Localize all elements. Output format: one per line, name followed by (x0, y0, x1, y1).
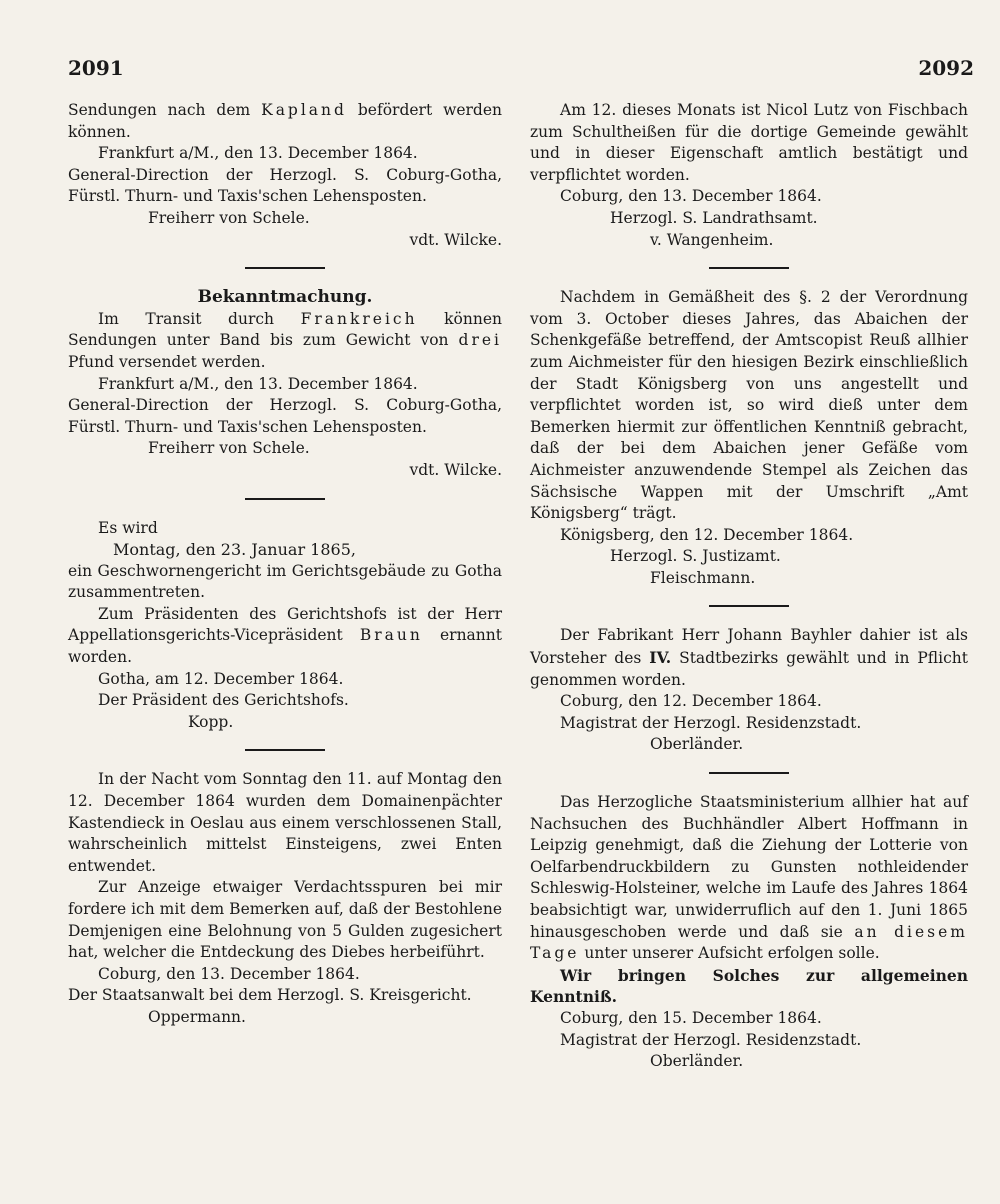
text-span: Sendungen nach dem (68, 101, 262, 119)
text-span: Pfund versendet werden. (68, 352, 266, 371)
notice-theft-date: Coburg, den 13. December 1864. (98, 964, 360, 983)
notice-vorsteher-issuer: Magistrat der Herzogl. Residenzstadt. (560, 713, 862, 732)
notice-kapland-signature: Freiherr von Schele. (148, 208, 310, 227)
separator-rule (245, 498, 325, 500)
text-span: können Sendungen unter Band bis zum Gewicht von (68, 309, 502, 350)
text-span: unter unserer Aufsicht erfolgen solle. (579, 944, 880, 963)
left-column (68, 100, 502, 1029)
notice-court-signature: Kopp. (188, 712, 234, 731)
separator-rule (245, 749, 325, 751)
spaced-word: Kapland (261, 101, 347, 119)
notice-schultheiss-text: Am 12. dieses Monats ist Nicol Lutz von Fischbach zum Schultheißen für die dortige Gemeinde gewählt und in dieser Eigenschaft amtlich bestätigt und verpflichtet worden. (530, 101, 968, 184)
text-span: Das Herzogliche Staatsministerium allhier hat auf Nachsuchen des Buchhändler Albert Hoffmann in Leipzig genehmigt, daß die Ziehung der Lotterie von Oelfarbendruckbildern zu Gunsten nothleidender Schleswig-Holsteiner, welche im Laufe des Jahres 1864 beabsichtigt war, unwiderruflich auf den 1. Juni 1865 hinausgeschoben werde und daß sie (530, 793, 968, 941)
notice-vorsteher-date: Coburg, den 12. December 1864. (560, 692, 822, 711)
notice-schultheiss-signature: v. Wangenheim. (650, 230, 774, 249)
notice-court-date-line: Montag, den 23. Januar 1865, (113, 540, 356, 560)
separator-rule (709, 267, 789, 269)
bold-numeral: IV. (649, 648, 672, 668)
spaced-word: Frankreich (300, 309, 418, 328)
spaced-word: Braun (359, 626, 423, 645)
text-span: Stadtbezirks gewählt und in Pflicht genommen worden. (530, 649, 968, 689)
text-span: befördert werden können. (68, 101, 502, 141)
notice-kapland-vdt: vdt. Wilcke. (409, 230, 502, 249)
notice-court-issuer: Der Präsident des Gerichtshofs. (98, 691, 349, 710)
separator-rule (709, 772, 789, 774)
separator-rule (245, 267, 325, 269)
spaced-word: drei (458, 331, 502, 350)
notice-transit-signature: Freiherr von Schele. (148, 439, 310, 458)
notice-aichmeister-issuer: Herzogl. S. Justizamt. (610, 547, 781, 566)
notice-theft-issuer: Der Staatsanwalt bei dem Herzogl. S. Kreisgericht. (68, 986, 472, 1005)
notice-transit-text (68, 309, 502, 374)
page-number-right: 2092 (918, 56, 974, 80)
notice-transit-date: Frankfurt a/M., den 13. December 1864. (98, 374, 418, 393)
notice-vorsteher-text (530, 625, 968, 691)
notice-transit-issuer: General-Direction der Herzogl. S. Coburg-Gotha, Fürstl. Thurn- und Taxis'schen Lehensposten. (68, 396, 502, 436)
notice-schultheiss-date: Coburg, den 13. December 1864. (560, 187, 822, 206)
notice-transit-vdt: vdt. Wilcke. (409, 460, 502, 479)
notice-theft-text2: Zur Anzeige etwaiger Verdachtsspuren bei mir fordere ich mit dem Bemerken auf, daß der Bestohlene Demjenigen eine Belohnung von 5 Gulden zugesichert hat, welcher die Entdeckung des Diebes herbeiführt. (68, 878, 502, 962)
text-span: Der Fabrikant Herr Johann Bayhler dahier ist als Vorsteher des (530, 626, 968, 668)
spaced-word: an diesem Tage (530, 922, 968, 963)
notice-kapland-text (68, 100, 502, 143)
page-number-left: 2091 (68, 56, 124, 80)
notice-court-text: ein Geschwornengericht im Gerichtsgebäude zu Gotha zusammentreten. (68, 561, 502, 602)
notice-kapland-issuer: General-Direction der Herzogl. S. Coburg-Gotha, Fürstl. Thurn- und Taxis'schen Lehensposten. (68, 165, 502, 206)
notice-aichmeister-signature: Fleischmann. (650, 568, 756, 587)
notice-vorsteher-signature: Oberländer. (650, 735, 744, 754)
notice-schultheiss-issuer: Herzogl. S. Landrathsamt. (610, 208, 818, 227)
notice-theft-signature: Oppermann. (148, 1007, 246, 1026)
text-span: ernannt worden. (68, 626, 502, 667)
text-span: Im Transit durch (98, 309, 301, 328)
notice-kapland-date: Frankfurt a/M., den 13. December 1864. (98, 144, 418, 163)
right-column (530, 100, 968, 1073)
notice-lotterie-signature: Oberländer. (650, 1052, 744, 1071)
notice-lotterie-text (530, 792, 968, 965)
notice-aichmeister-text: Nachdem in Gemäßheit des §. 2 der Verordnung vom 3. October dieses Jahres, das Abaichen der Schenkgefäße betreffend, der Amtscopist Reuß allhier zum Aichmeister für den hiesigen Bezirk einschließlich der Stadt Königsberg von uns angestellt und verpflichtet worden ist, so wird dieß unter dem Bemerken hiermit zur öffentlichen Kenntniß gebracht, daß der bei dem Abaichen jener Gefäße vom Aichmeister anzuwendende Stempel als Zeichen das Sächsische Wappen mit der Umschrift „Amt Königsberg“ trägt. (530, 288, 968, 523)
separator-rule (709, 605, 789, 607)
notice-lotterie-issuer: Magistrat der Herzogl. Residenzstadt. (560, 1030, 862, 1049)
notice-lotterie-date: Coburg, den 15. December 1864. (560, 1008, 822, 1027)
text-span: Zum Präsidenten des Gerichtshofs ist der Herr Appellationsgerichts-Vicepräsident (68, 604, 502, 645)
notice-court-president (68, 604, 502, 669)
notice-court-intro: Es wird (98, 518, 158, 537)
notice-transit-heading: Bekanntmachung. (197, 287, 373, 308)
notice-aichmeister-date: Königsberg, den 12. December 1864. (560, 525, 854, 544)
notice-lotterie-text2: Wir bringen Solches zur allgemeinen Kenntniß. (530, 965, 968, 1007)
notice-court-place-date: Gotha, am 12. December 1864. (98, 669, 344, 688)
notice-theft-text: In der Nacht vom Sonntag den 11. auf Montag den 12. December 1864 wurden dem Domainenpächter Kastendieck in Oeslau aus einem verschlossenen Stall, wahrscheinlich mittelst Einsteigens, zwei Enten entwendet. (68, 770, 502, 875)
